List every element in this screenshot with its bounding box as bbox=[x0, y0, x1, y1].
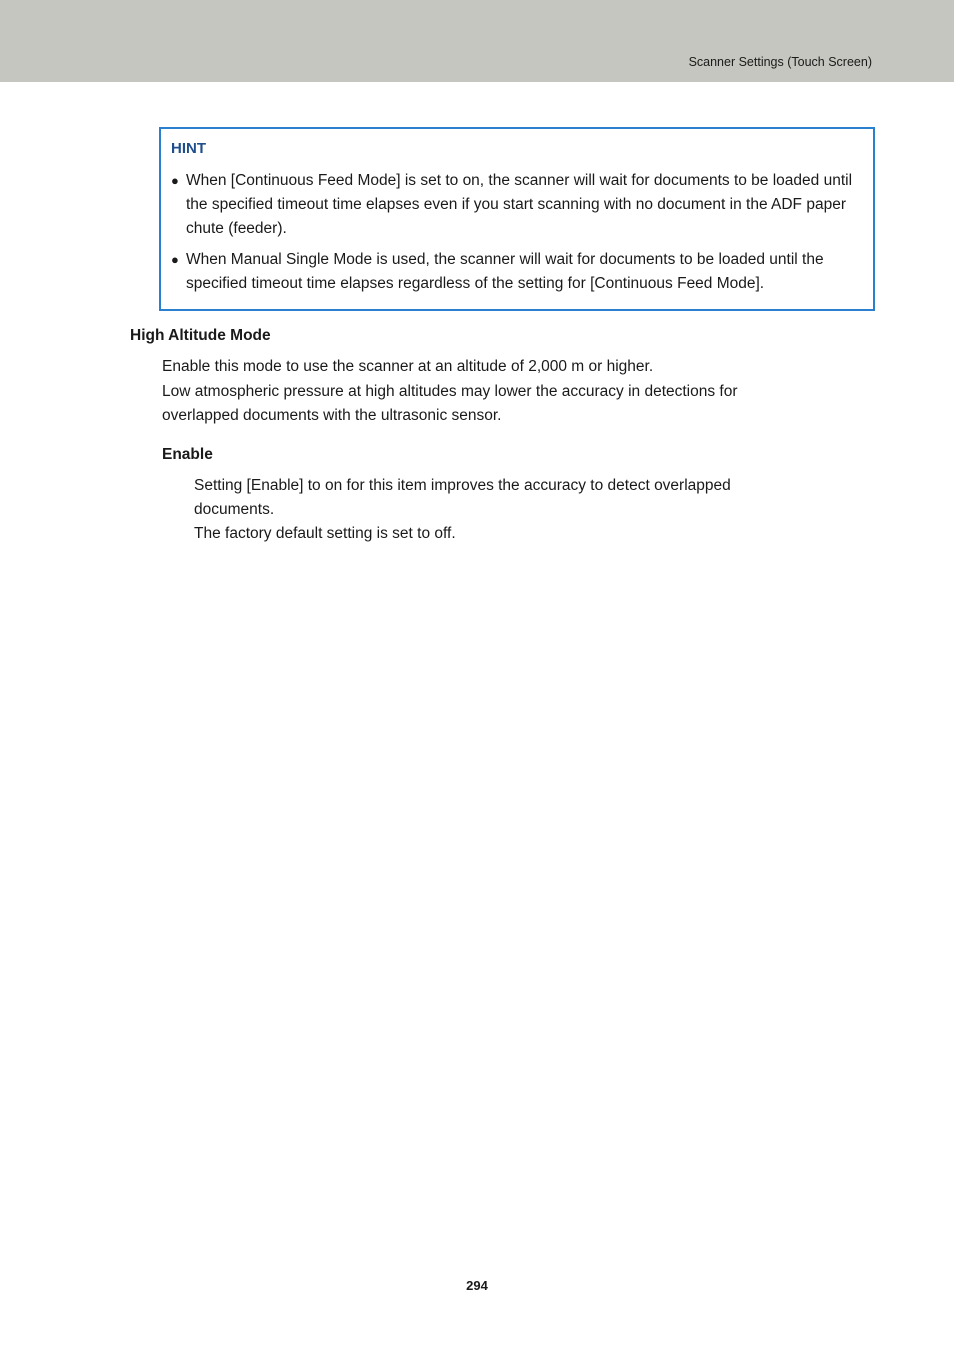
hint-item-text: When Manual Single Mode is used, the scanner will wait for documents to be loaded until the specified timeout time elapses regardless of the setting for [Continuous Feed Mode]. bbox=[186, 251, 824, 292]
hint-item bbox=[171, 248, 866, 296]
page-number: 294 bbox=[466, 1278, 488, 1293]
subsection-paragraph-line: The factory default setting is set to off. bbox=[194, 525, 456, 542]
page-header-band bbox=[0, 0, 954, 82]
subsection-heading-enable: Enable bbox=[162, 446, 213, 463]
header-title: Scanner Settings (Touch Screen) bbox=[688, 55, 872, 69]
subsection-paragraph-line: Setting [Enable] to on for this item improves the accuracy to detect overlapped bbox=[194, 477, 731, 494]
section-paragraph-line: overlapped documents with the ultrasonic sensor. bbox=[162, 407, 502, 424]
hint-item bbox=[171, 169, 866, 241]
bullet-icon: ● bbox=[171, 173, 179, 188]
bullet-icon: ● bbox=[171, 252, 179, 267]
hint-box bbox=[159, 127, 875, 311]
section-heading-high-altitude-mode: High Altitude Mode bbox=[130, 327, 271, 344]
section-paragraph-line: Low atmospheric pressure at high altitudes may lower the accuracy in detections for bbox=[162, 383, 738, 400]
hint-item-text: When [Continuous Feed Mode] is set to on, the scanner will wait for documents to be loaded until the specified timeout time elapses even if you start scanning with no document in the ADF paper chute (feeder). bbox=[186, 172, 853, 237]
subsection-paragraph-line: documents. bbox=[194, 501, 275, 518]
hint-label: HINT bbox=[171, 140, 206, 157]
section-paragraph-line: Enable this mode to use the scanner at an altitude of 2,000 m or higher. bbox=[162, 358, 654, 375]
